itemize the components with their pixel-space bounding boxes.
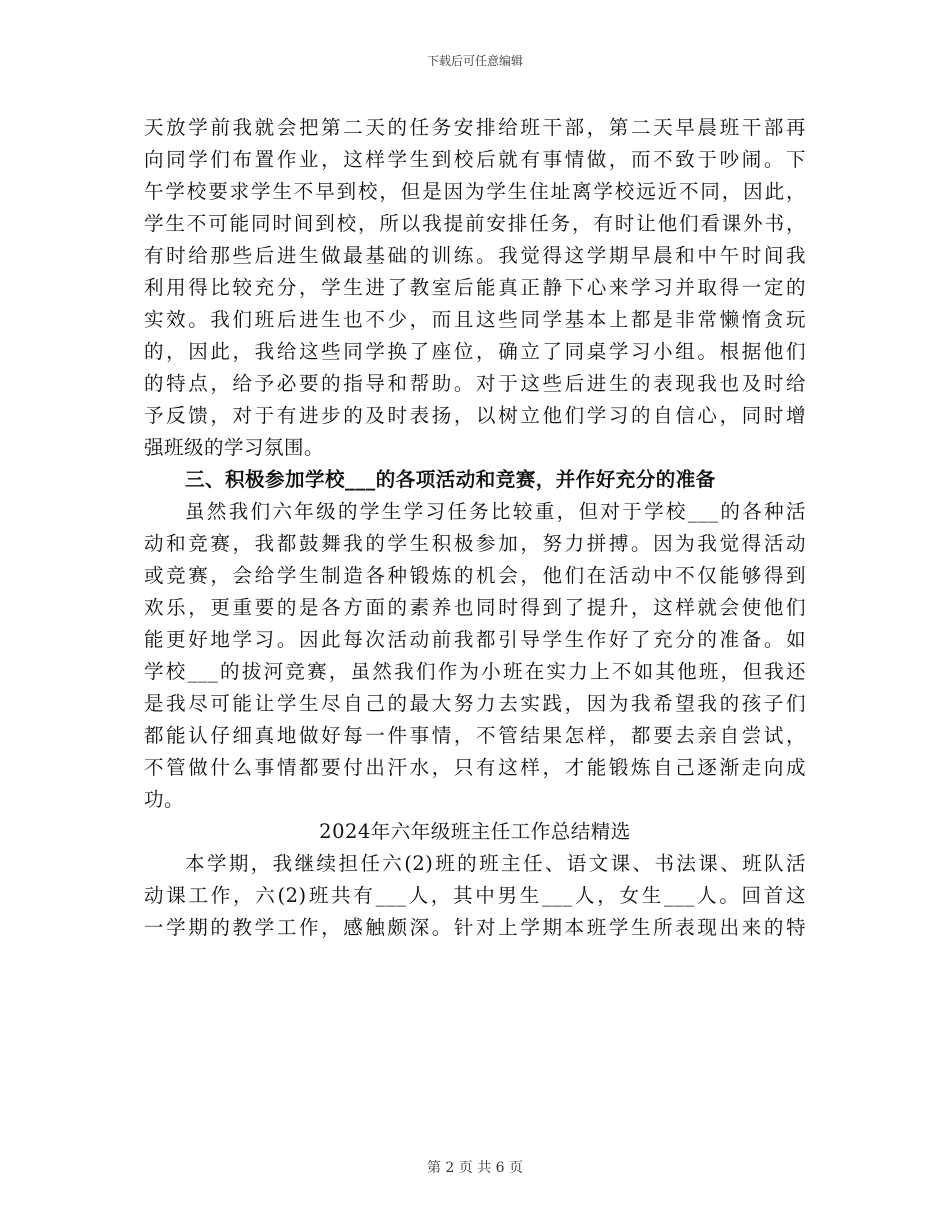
text-line: 有时给那些后进生做最基础的训练。我觉得这学期早晨和中午时间我: [144, 244, 806, 267]
text-line: 的特点，给予必要的指导和帮助。对于这些后进生的表现我也及时给: [144, 372, 806, 395]
text-line: 不管做什么事情都要付出汗水，只有这样，才能锻炼自己逐渐走向成: [144, 756, 806, 779]
text-line: 向同学们布置作业，这样学生到校后就有事情做，而不致于吵闹。下: [144, 148, 806, 171]
article-title: 2024年六年级班主任工作总结精选: [319, 820, 631, 843]
text-line: 动课工作，六(2)班共有___人，其中男生___人，女生___人。回首这: [144, 884, 806, 907]
text-line: 予反馈，对于有进步的及时表扬，以树立他们学习的自信心，同时增: [144, 404, 806, 427]
text-line: 天放学前我就会把第二天的任务安排给班干部，第二天早晨班干部再: [144, 116, 806, 139]
text-line: 能更好地学习。因此每次活动前我都引导学生作好了充分的准备。如: [144, 628, 806, 651]
text-line: 实效。我们班后进生也不少，而且这些同学基本上都是非常懒惰贪玩: [144, 308, 806, 331]
text-line: 是我尽可能让学生尽自己的最大努力去实践，因为我希望我的孩子们: [144, 692, 806, 715]
page-footer: 第 2 页 共 6 页: [426, 1160, 524, 1176]
text-line: 都能认仔细真地做好每一件事情，不管结果怎样，都要去亲自尝试，: [144, 724, 806, 747]
text-line: 功。: [144, 788, 185, 811]
text-line: 欢乐，更重要的是各方面的素养也同时得到了提升，这样就会使他们: [144, 596, 806, 619]
text-line: 强班级的学习氛围。: [144, 436, 325, 459]
text-line: 一学期的教学工作，感触颇深。针对上学期本班学生所表现出来的特: [144, 916, 806, 939]
document-body: [144, 112, 806, 944]
text-line: 学生不可能同时间到校，所以我提前安排任务，有时让他们看课外书，: [144, 212, 806, 235]
text-line: 利用得比较充分，学生进了教室后能真正静下心来学习并取得一定的: [144, 276, 806, 299]
text-line: 本学期，我继续担任六(2)班的班主任、语文课、书法课、班队活: [185, 852, 806, 875]
text-line: 或竞赛，会给学生制造各种锻炼的机会，他们在活动中不仅能够得到: [144, 564, 806, 587]
text-line: 虽然我们六年级的学生学习任务比较重，但对于学校___的各种活: [185, 500, 806, 523]
page-header: 下载后可任意编辑: [426, 54, 523, 68]
text-line: 的，因此，我给这些同学换了座位，确立了同桌学习小组。根据他们: [144, 340, 806, 363]
text-line: 动和竞赛，我都鼓舞我的学生积极参加，努力拼搏。因为我觉得活动: [144, 532, 806, 555]
text-line: 午学校要求学生不早到校，但是因为学生住址离学校远近不同，因此，: [144, 180, 806, 203]
text-line: 学校___的拔河竞赛，虽然我们作为小班在实力上不如其他班，但我还: [144, 660, 806, 683]
section-heading: 三、积极参加学校___的各项活动和竞赛，并作好充分的准备: [185, 468, 716, 491]
